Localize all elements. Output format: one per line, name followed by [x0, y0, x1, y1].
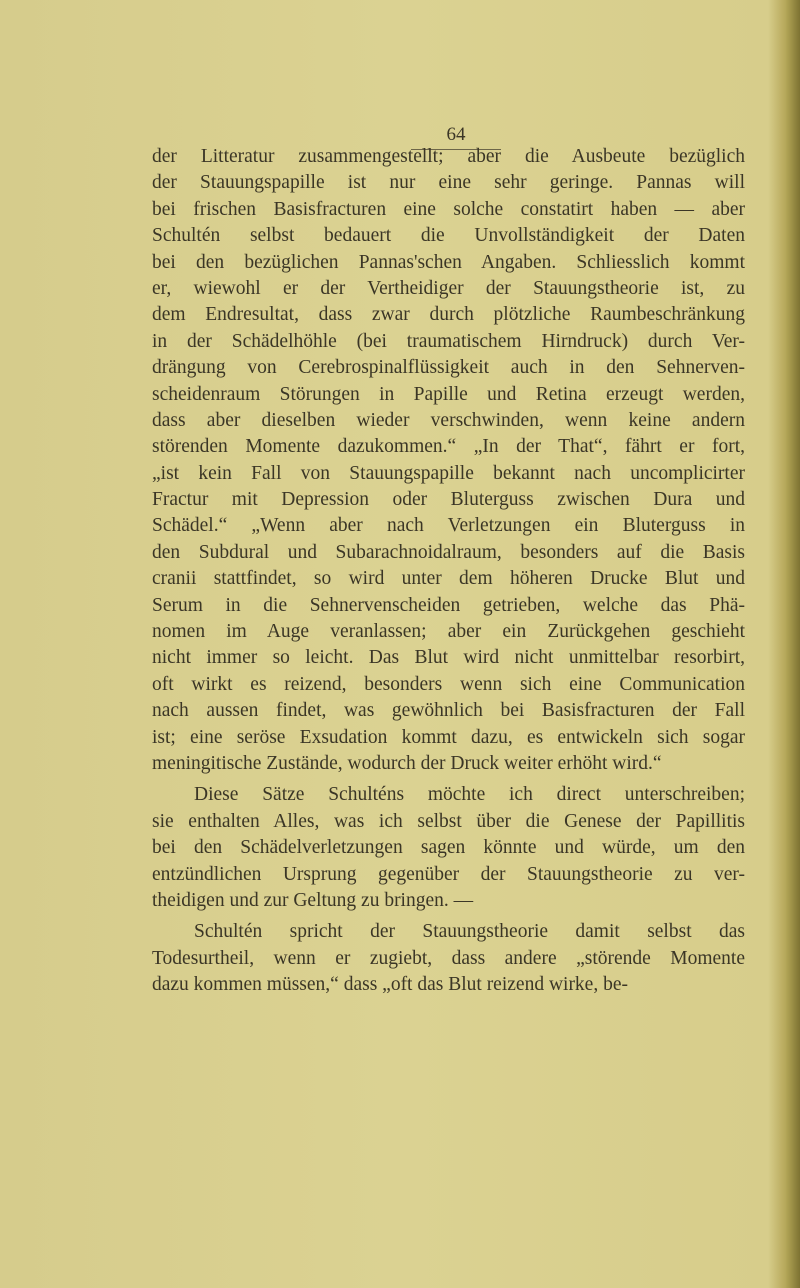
- text-line: oft wirkt es reizend, besonders wenn sich eine Communication: [152, 673, 745, 695]
- text-line: Fractur mit Depression oder Bluterguss zwischen Dura und: [152, 489, 745, 511]
- paragraph: [152, 919, 745, 998]
- text-line: sie enthalten Alles, was ich selbst über die Genese der Papillitis: [152, 810, 745, 832]
- text-line: störenden Momente dazukommen.“ „In der That“, fährt er fort,: [152, 436, 745, 458]
- text-line: theidigen und zur Geltung zu bringen. —: [152, 889, 474, 911]
- paragraph: [152, 144, 745, 777]
- text-line: „ist kein Fall von Stauungspapille bekannt nach uncomplicirter: [152, 462, 745, 484]
- text-line: drängung von Cerebrospinalflüssigkeit auch in den Sehnerven-: [152, 357, 745, 379]
- text-line: scheidenraum Störungen in Papille und Retina erzeugt werden,: [152, 383, 745, 405]
- text-line: Diese Sätze Schulténs möchte ich direct unterschreiben;: [194, 784, 745, 806]
- text-line: den Subdural und Subarachnoidalraum, besonders auf die Basis: [152, 541, 745, 563]
- text-line: meningitische Zustände, wodurch der Druck weiter erhöht wird.“: [152, 752, 662, 774]
- text-line: ist; eine seröse Exsudation kommt dazu, es entwickeln sich sogar: [152, 726, 745, 748]
- text-line: cranii stattfindet, so wird unter dem höheren Drucke Blut und: [152, 568, 745, 590]
- text-line: der Litteratur zusammengestellt; aber die Ausbeute bezüglich: [152, 146, 745, 167]
- text-line: bei frischen Basisfracturen eine solche constatirt haben — aber: [152, 198, 745, 220]
- body-text: [152, 144, 745, 1004]
- text-line: dass aber dieselben wieder verschwinden, wenn keine andern: [152, 409, 745, 431]
- text-line: in der Schädelhöhle (bei traumatischem Hirndruck) durch Ver-: [152, 330, 745, 352]
- text-line: Schädel.“ „Wenn aber nach Verletzungen ein Bluterguss in: [152, 515, 745, 537]
- text-line: bei den bezüglichen Pannas'schen Angaben. Schliesslich kommt: [152, 251, 745, 273]
- text-line: Schultén spricht der Stauungstheorie damit selbst das: [194, 921, 745, 943]
- text-line: der Stauungspapille ist nur eine sehr geringe. Pannas will: [152, 172, 745, 194]
- text-line: bei den Schädelverletzungen sagen könnte und würde, um den: [152, 837, 745, 859]
- text-line: Todesurtheil, wenn er zugiebt, dass andere „störende Momente: [152, 947, 745, 969]
- text-line: er, wiewohl er der Vertheidiger der Stauungstheorie ist, zu: [152, 277, 745, 299]
- text-line: nicht immer so leicht. Das Blut wird nicht unmittelbar resorbirt,: [152, 647, 745, 669]
- text-line: entzündlichen Ursprung gegenüber der Stauungstheorie zu ver-: [152, 863, 745, 885]
- paragraph: [152, 782, 745, 914]
- text-line: nach aussen findet, was gewöhnlich bei Basisfracturen der Fall: [152, 700, 745, 722]
- text-line: nomen im Auge veranlassen; aber ein Zurückgehen geschieht: [152, 621, 745, 643]
- page-edge: [786, 0, 800, 1288]
- page-number: 64: [446, 124, 466, 145]
- text-line: Serum in die Sehnervenscheiden getrieben, welche das Phä-: [152, 594, 745, 616]
- text-line: dazu kommen müssen,“ dass „oft das Blut reizend wirke, be-: [152, 974, 628, 996]
- text-line: Schultén selbst bedauert die Unvollständigkeit der Daten: [152, 225, 745, 247]
- text-line: dem Endresultat, dass zwar durch plötzliche Raumbeschränkung: [152, 304, 745, 326]
